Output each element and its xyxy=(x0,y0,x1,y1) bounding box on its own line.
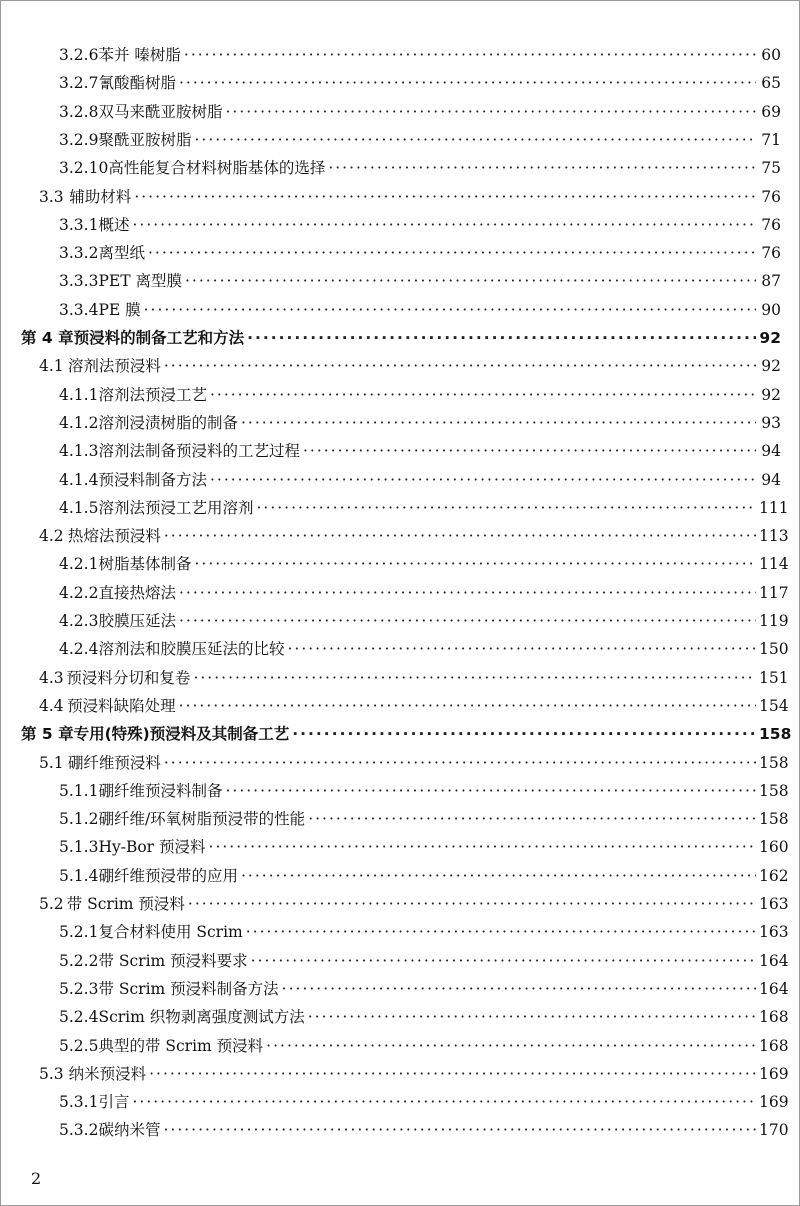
page-number: 2 xyxy=(31,1169,42,1188)
toc-entry-number: 3.2.9 xyxy=(59,130,99,149)
toc-subsection-entry xyxy=(59,579,789,607)
toc-entry-page: 90 xyxy=(761,300,781,319)
toc-entry-number: 5.2 xyxy=(39,895,64,913)
toc-entry-number: 4.1.2 xyxy=(59,413,99,432)
toc-entry-title: 离型纸 xyxy=(98,244,145,263)
toc-entry-number: 4.4 xyxy=(39,696,64,715)
toc-entry-number: 3.2.6 xyxy=(59,46,99,64)
toc-entry-page: 60 xyxy=(761,46,781,64)
toc-subsection-entry xyxy=(59,1088,789,1116)
toc-entry-title: 硼纤维预浸料 xyxy=(67,753,161,772)
toc-subsection-entry xyxy=(59,777,789,805)
toc-entry-page: 69 xyxy=(761,102,781,121)
toc-entry-number: 5.1.3 xyxy=(59,838,99,857)
toc-subsection-entry xyxy=(59,947,789,975)
toc-entry-page: 164 xyxy=(759,951,789,970)
toc-entry-title: 硼纤维预浸料制备 xyxy=(98,781,223,800)
toc-section-entry xyxy=(39,749,789,777)
toc-entry-page: 94 xyxy=(761,442,781,461)
toc-entry-number: 4.1.5 xyxy=(59,498,99,517)
toc-entry-title: 胶膜压延法 xyxy=(98,612,176,630)
toc-entry-page: 76 xyxy=(761,244,781,263)
toc-entry-page: 111 xyxy=(759,498,789,517)
toc-entry-number: 4.2.3 xyxy=(59,612,99,630)
toc-entry-page: 164 xyxy=(759,979,789,998)
toc-entry-page: 168 xyxy=(759,1036,789,1055)
toc-subsection-entry xyxy=(59,862,789,890)
toc-subsection-entry xyxy=(59,550,789,578)
toc-entry-number: 4.3 xyxy=(39,668,64,687)
toc-entry-page: 76 xyxy=(761,187,781,206)
toc-entry-page: 168 xyxy=(759,1008,789,1027)
toc-entry-page: 87 xyxy=(761,272,781,291)
toc-section-entry xyxy=(39,890,789,918)
toc-entry-title: 带 Scrim 预浸料要求 xyxy=(98,951,248,970)
toc-entry-title: 典型的带 Scrim 预浸料 xyxy=(98,1036,264,1055)
toc-entry-title: 高性能复合材料树脂基体的选择 xyxy=(108,159,326,178)
toc-entry-number: 4.2.4 xyxy=(59,640,99,659)
toc-section-entry xyxy=(39,664,789,692)
toc-entry-page: 158 xyxy=(759,725,792,744)
toc-subsection-entry xyxy=(59,635,789,663)
toc-subsection-entry xyxy=(59,126,781,154)
toc-section-entry xyxy=(39,183,781,211)
toc-subsection-entry xyxy=(59,833,789,861)
toc-entry-number: 5.1.4 xyxy=(59,866,99,885)
toc-subsection-entry xyxy=(59,1116,789,1144)
toc-entry-title: 溶剂法制备预浸料的工艺过程 xyxy=(98,442,300,461)
toc-entry-page: 117 xyxy=(759,583,789,602)
toc-entry-page: 163 xyxy=(759,895,789,913)
toc-entry-page: 92 xyxy=(761,385,781,404)
toc-entry-page: 113 xyxy=(759,527,789,546)
toc-entry-number: 5.3 xyxy=(39,1064,64,1083)
toc-dot-leader xyxy=(209,833,756,861)
toc-dot-leader xyxy=(256,494,756,522)
toc-subsection-entry xyxy=(59,154,781,182)
toc-entry-number: 4.2.1 xyxy=(59,555,99,574)
toc-dot-leader xyxy=(225,777,756,805)
toc-entry-number: 3.2.7 xyxy=(59,74,99,93)
toc-entry-title: 预浸料的制备工艺和方法 xyxy=(73,329,245,347)
toc-entry-title: 预浸料分切和复卷 xyxy=(66,668,191,687)
toc-dot-leader xyxy=(282,975,756,1003)
toc-entry-title: PET 离型膜 xyxy=(98,272,182,291)
toc-subsection-entry xyxy=(59,267,781,295)
toc-entry-number: 4.2.2 xyxy=(59,583,99,602)
toc-entry-number: 5.3.2 xyxy=(59,1121,99,1140)
toc-dot-leader xyxy=(134,183,756,211)
toc-entry-page: 158 xyxy=(759,781,789,800)
toc-dot-leader xyxy=(241,862,756,890)
toc-dot-leader xyxy=(308,805,756,833)
toc-entry-title: 溶剂法和胶膜压延法的比较 xyxy=(98,640,285,659)
toc-dot-leader xyxy=(225,98,756,126)
toc-entry-title: 专用(特殊)预浸料及其制备工艺 xyxy=(73,725,290,744)
toc-entry-number: 5.2.1 xyxy=(59,923,99,942)
toc-entry-title: 碳纳米管 xyxy=(98,1121,161,1140)
toc-entry-number: 5.3.1 xyxy=(59,1093,99,1112)
toc-dot-leader xyxy=(328,154,756,182)
toc-entry-title: 预浸料缺陷处理 xyxy=(67,696,176,715)
toc-dot-leader xyxy=(194,550,756,578)
toc-entry-page: 158 xyxy=(759,753,789,772)
toc-dot-leader xyxy=(164,749,756,777)
toc-entry-page: 158 xyxy=(759,810,789,829)
toc-subsection-entry xyxy=(59,805,789,833)
toc-entry-title: 硼纤维/环氧树脂预浸带的性能 xyxy=(98,810,306,829)
toc-dot-leader xyxy=(163,1116,756,1144)
toc-entry-title: 概述 xyxy=(98,215,130,234)
toc-entry-title: 纳米预浸料 xyxy=(68,1064,147,1083)
toc-subsection-entry xyxy=(59,918,789,946)
toc-entry-page: 119 xyxy=(759,612,789,630)
toc-dot-leader xyxy=(308,1003,756,1031)
toc-subsection-entry xyxy=(59,211,781,239)
toc-entry-number: 5.2.3 xyxy=(59,979,99,998)
toc-entry-number: 3.3.4 xyxy=(59,300,99,319)
toc-entry-page: 93 xyxy=(761,413,781,432)
toc-entry-page: 92 xyxy=(761,357,781,376)
toc-entry-number: 5.2.4 xyxy=(59,1008,99,1027)
toc-entry-title: 预浸料制备方法 xyxy=(98,470,207,489)
toc-entry-title: 聚酰亚胺树脂 xyxy=(98,130,192,149)
toc-subsection-entry xyxy=(59,381,781,409)
toc-entry-title: Scrim 织物剥离强度测试方法 xyxy=(98,1008,305,1027)
toc-dot-leader xyxy=(266,1032,756,1060)
toc-entry-page: 76 xyxy=(761,215,781,234)
toc-dot-leader xyxy=(144,296,756,324)
toc-subsection-entry xyxy=(59,239,781,267)
toc-dot-leader xyxy=(246,918,756,946)
toc-entry-number: 5.1.2 xyxy=(59,810,99,829)
toc-entry-page: 162 xyxy=(759,866,789,885)
toc-dot-leader xyxy=(179,69,756,97)
toc-subsection-entry xyxy=(59,1003,789,1031)
toc-entry-page: 94 xyxy=(761,470,781,489)
toc-subsection-entry xyxy=(59,69,781,97)
toc-entry-page: 154 xyxy=(759,696,789,715)
toc-entry-number: 3.3.3 xyxy=(59,272,99,291)
toc-entry-page: 160 xyxy=(759,838,789,857)
toc-entry-title: 硼纤维预浸带的应用 xyxy=(98,866,238,885)
toc-entry-title: 溶剂法预浸工艺用溶剂 xyxy=(98,498,254,517)
toc-dot-leader xyxy=(184,41,756,69)
toc-subsection-entry xyxy=(59,41,781,69)
toc-dot-leader xyxy=(247,324,756,352)
toc-dot-leader xyxy=(185,267,756,295)
toc-entry-title: 树脂基体制备 xyxy=(98,555,192,574)
toc-entry-title: 直接热熔法 xyxy=(98,583,176,602)
toc-entry-title: 带 Scrim 预浸料制备方法 xyxy=(98,979,279,998)
toc-subsection-entry xyxy=(59,466,781,494)
toc-dot-leader xyxy=(241,409,756,437)
toc-entry-page: 71 xyxy=(761,130,781,149)
toc-entry-page: 151 xyxy=(759,668,789,687)
toc-dot-leader xyxy=(194,126,756,154)
toc-subsection-entry xyxy=(59,409,781,437)
toc-entry-number: 3.2.10 xyxy=(59,159,109,178)
toc-dot-leader xyxy=(210,381,756,409)
toc-section-entry xyxy=(39,522,789,550)
toc-entry-number: 第 4 章 xyxy=(21,329,74,347)
toc-dot-leader xyxy=(287,635,756,663)
toc-entry-number: 第 5 章 xyxy=(21,725,74,744)
toc-entry-number: 3.3.1 xyxy=(59,215,99,234)
toc-entry-number: 4.2 xyxy=(39,527,64,546)
toc-entry-number: 4.1.4 xyxy=(59,470,99,489)
toc-dot-leader xyxy=(132,1088,756,1116)
toc-entry-title: 溶剂法预浸料 xyxy=(67,357,161,376)
toc-dot-leader xyxy=(303,437,756,465)
toc-dot-leader xyxy=(164,522,756,550)
toc-entry-title: Hy-Bor 预浸料 xyxy=(98,838,206,857)
toc-section-entry xyxy=(39,1060,789,1088)
toc-subsection-entry xyxy=(59,296,781,324)
toc-subsection-entry xyxy=(59,494,789,522)
toc-entry-title: 复合材料使用 Scrim xyxy=(98,923,243,942)
toc-section-entry xyxy=(39,692,789,720)
toc-chapter-entry xyxy=(21,720,792,748)
toc-entry-title: 溶剂法预浸工艺 xyxy=(98,385,207,404)
toc-entry-number: 5.1 xyxy=(39,753,64,772)
toc-entry-number: 4.1.3 xyxy=(59,442,99,461)
toc-dot-leader xyxy=(148,239,756,267)
toc-entry-number: 5.2.2 xyxy=(59,951,99,970)
toc-dot-leader xyxy=(164,352,756,380)
toc-subsection-entry xyxy=(59,1032,789,1060)
toc-entry-title: 溶剂浸渍树脂的制备 xyxy=(98,413,238,432)
toc-entry-number: 3.3.2 xyxy=(59,244,99,263)
toc-entry-page: 92 xyxy=(759,329,781,347)
toc-subsection-entry xyxy=(59,437,781,465)
toc-dot-leader xyxy=(149,1060,756,1088)
toc-entry-number: 3.2.8 xyxy=(59,102,99,121)
toc-entry-title: 引言 xyxy=(98,1093,130,1112)
toc-dot-leader xyxy=(179,692,756,720)
toc-entry-page: 114 xyxy=(759,555,789,574)
toc-entry-title: 氰酸酯树脂 xyxy=(98,74,176,93)
toc-entry-number: 5.2.5 xyxy=(59,1036,99,1055)
toc-dot-leader xyxy=(179,579,756,607)
toc-entry-page: 169 xyxy=(759,1064,789,1083)
toc-entry-page: 170 xyxy=(759,1121,789,1140)
toc-entry-page: 65 xyxy=(761,74,781,93)
toc-entry-page: 150 xyxy=(759,640,789,659)
toc-entry-number: 4.1.1 xyxy=(59,385,99,404)
toc-entry-page: 169 xyxy=(759,1093,789,1112)
toc-entry-title: 苯并 嗪树脂 xyxy=(98,46,181,64)
toc-subsection-entry xyxy=(59,98,781,126)
toc-entry-title: 热熔法预浸料 xyxy=(67,527,161,546)
toc-entry-page: 163 xyxy=(759,923,789,942)
toc-dot-leader xyxy=(193,664,756,692)
toc-entry-number: 4.1 xyxy=(39,357,64,376)
toc-entry-title: 带 Scrim 预浸料 xyxy=(66,895,185,913)
toc-dot-leader xyxy=(292,720,756,748)
toc-entry-page: 75 xyxy=(761,159,781,178)
toc-section-entry xyxy=(39,352,781,380)
toc-entry-number: 3.3 xyxy=(39,187,64,206)
toc-chapter-entry xyxy=(21,324,781,352)
toc-subsection-entry xyxy=(59,975,789,1003)
toc-dot-leader xyxy=(210,466,756,494)
toc-dot-leader xyxy=(132,211,756,239)
toc-entry-title: 双马来酰亚胺树脂 xyxy=(98,102,223,121)
toc-dot-leader xyxy=(179,607,756,635)
toc-subsection-entry xyxy=(59,607,789,635)
toc-dot-leader xyxy=(251,947,756,975)
toc-entry-title: PE 膜 xyxy=(98,300,141,319)
toc-entry-number: 5.1.1 xyxy=(59,781,99,800)
toc-entry-title: 辅助材料 xyxy=(69,187,132,206)
toc-dot-leader xyxy=(188,890,756,918)
